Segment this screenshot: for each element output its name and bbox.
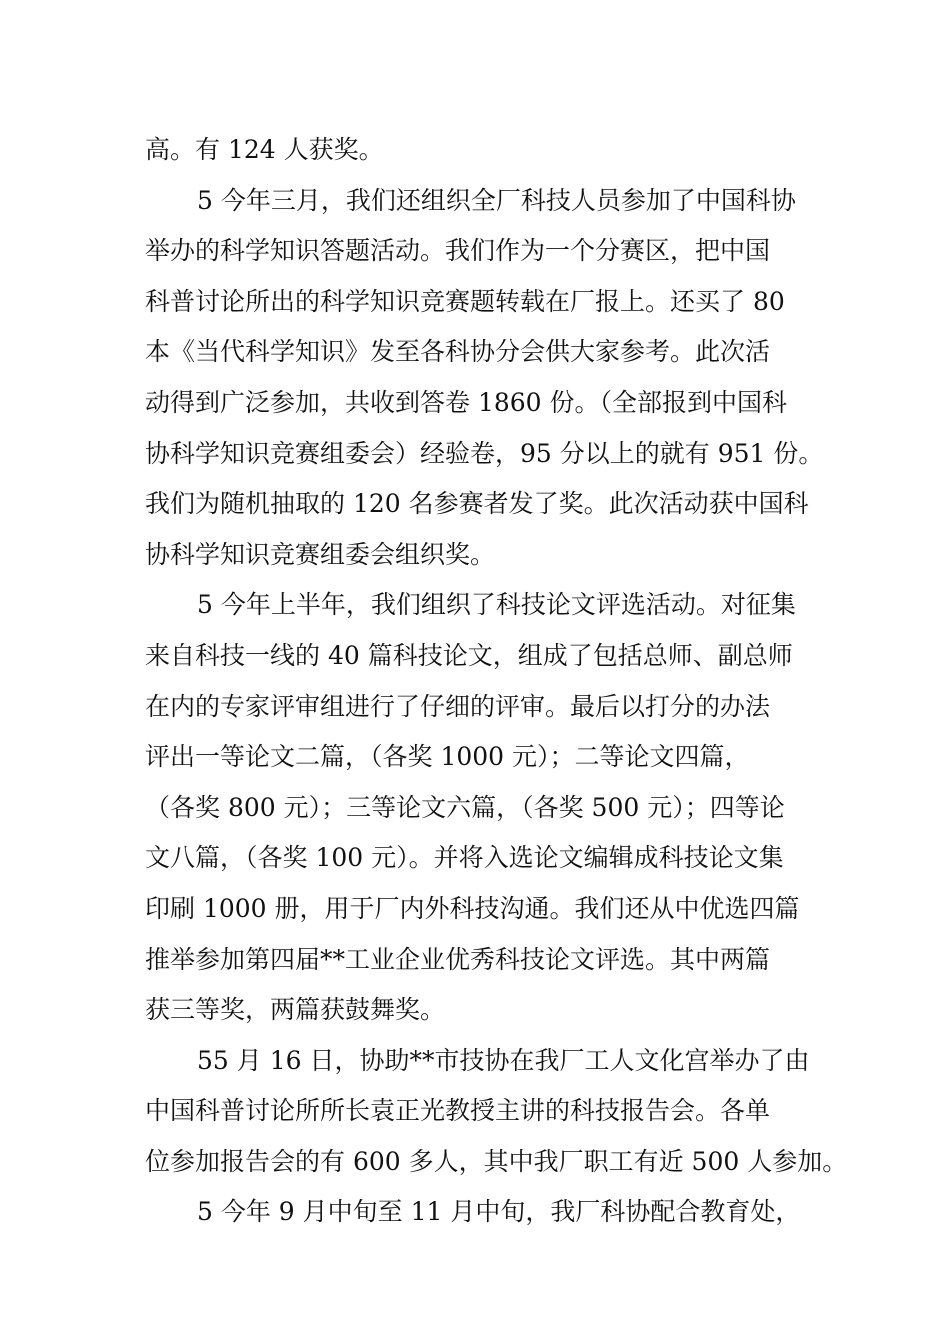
text-line: 中国科普讨论所所长袁正光教授主讲的科技报告会。各单: [145, 1096, 771, 1126]
text-line: 推举参加第四届**工业企业优秀科技论文评选。其中两篇: [145, 944, 771, 974]
document-body: [145, 125, 848, 1238]
text-line: 获三等奖，两篇获鼓舞奖。: [145, 995, 446, 1025]
text-line: 科普讨论所出的科学知识竞赛题转载在厂报上。还买了 80: [145, 286, 785, 316]
text-line: （各奖 800 元）；三等论文六篇，（各奖 500 元）；四等论: [145, 792, 785, 822]
text-line: 55 月 16 日，协助**市技协在我厂工人文化宫举办了由: [197, 1045, 810, 1075]
text-line: 在内的专家评审组进行了仔细的评审。最后以打分的办法: [145, 691, 771, 721]
text-line: 位参加报告会的有 600 多人，其中我厂职工有近 500 人参加。: [145, 1146, 848, 1176]
text-line: 评出一等论文二篇，（各奖 1000 元）；二等论文四篇，: [145, 742, 750, 772]
text-line: 高。有 124 人获奖。: [145, 135, 384, 164]
text-line: 举办的科学知识答题活动。我们作为一个分赛区，把中国: [145, 236, 771, 266]
text-line: 5 今年上半年，我们组织了科技论文评选活动。对征集: [197, 590, 796, 620]
text-line: 5 今年三月，我们还组织全厂科技人员参加了中国科协: [197, 185, 796, 215]
text-line: 协科学知识竞赛组委会）经验卷，95 分以上的就有 951 份。: [145, 438, 824, 468]
text-line: 印刷 1000 册，用于厂内外科技沟通。我们还从中优选四篇: [145, 893, 800, 923]
text-line: 5 今年 9 月中旬至 11 月中旬，我厂科协配合教育处，: [197, 1197, 801, 1227]
text-line: 协科学知识竞赛组委会组织奖。: [145, 539, 496, 569]
text-line: 文八篇，（各奖 100 元）。并将入选论文编辑成科技论文集: [145, 843, 784, 873]
text-line: 我们为随机抽取的 120 名参赛者发了奖。此次活动获中国科: [145, 489, 809, 519]
text-line: 本《当代科学知识》发至各科协分会供大家参考。此次活: [145, 337, 771, 367]
text-line: 来自科技一线的 40 篇科技论文，组成了包括总师、副总师: [145, 640, 793, 670]
text-line: 动得到广泛参加，共收到答卷 1860 份。（全部报到中国科: [145, 387, 788, 417]
